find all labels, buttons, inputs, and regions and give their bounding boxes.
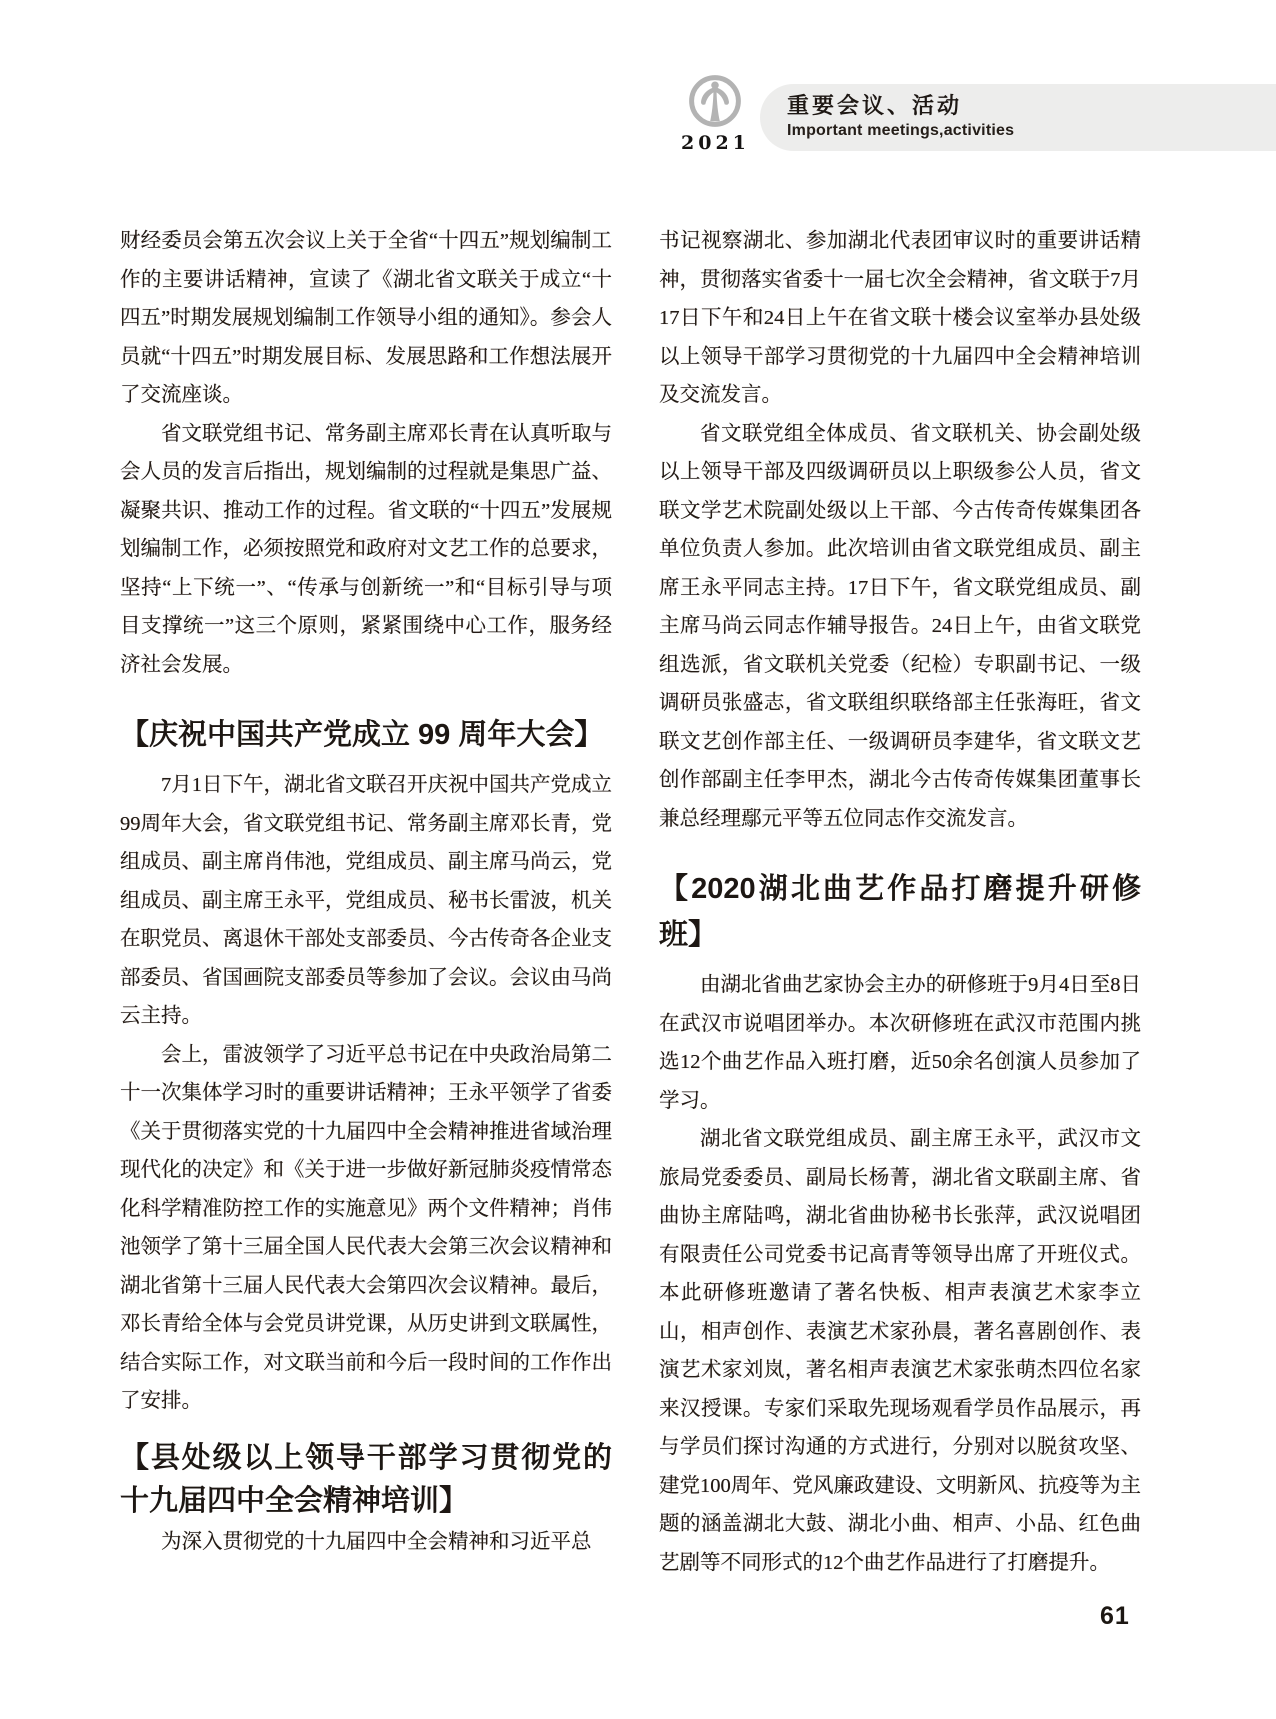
paragraph: 书记视察湖北、参加湖北代表团审议时的重要讲话精神，贯彻落实省委十一届七次全会精神，省文联于7月17日下午和24日上午在省文联十楼会议室举办县处级以上领导干部学习贯彻党的十九届四中全会精神培训及交流发言。 <box>659 230 1141 406</box>
paragraph: 财经委员会第五次会议上关于全省“十四五”规划编制工作的主要讲话精神，宣读了《湖北省文联关于成立“十四五”时期发展规划编制工作领导小组的通知》。参会人员就“十四五”时期发展目标、发展思路和工作想法展开了交流座谈。 <box>120 230 612 406</box>
right-column <box>659 222 1141 1582</box>
paragraph: 会上，雷波领学了习近平总书记在中央政治局第二十一次集体学习时的重要讲话精神；王永平领学了省委《关于贯彻落实党的十九届四中全会精神推进省域治理现代化的决定》和《关于进一步做好新冠肺炎疫情常态化科学精准防控工作的实施意见》两个文件精神；肖伟池领学了第十三届全国人民代表大会第三次会议精神和湖北省第十三届人民代表大会第四次会议精神。最后，邓长青给全体与会党员讲党课，从历史讲到文联属性，结合实际工作，对文联当前和今后一段时间的工作作出了安排。 <box>120 1043 612 1412</box>
page-number: 61 <box>1100 1602 1130 1630</box>
section-heading-99th-anniversary: 【庆祝中国共产党成立 99 周年大会】 <box>120 719 604 751</box>
section-tab-title-en: Important meetings,activities <box>787 122 1015 139</box>
logo-block <box>681 74 749 154</box>
paragraph: 省文联党组全体成员、省文联机关、协会副处级以上领导干部及四级调研员以上职级参公人员，省文联文学艺术院副处级以上干部、今古传奇传媒集团各单位负责人参加。此次培训由省文联党组成员、副主席王永平同志主持。17日下午，省文联党组成员、副主席马尚云同志作辅导报告。24日上午，由省文联党组选派，省文联机关党委（纪检）专职副书记、一级调研员张盛志，省文联组织联络部主任张海旺，省文联文艺创作部主任、一级调研员李建华，省文联文艺创作部副主任李甲杰，湖北今古传奇传媒集团董事长兼总经理鄢元平等五位同志作交流发言。 <box>659 422 1141 830</box>
section-tab <box>760 84 1276 151</box>
section-heading-cadre-training: 【县处级以上领导干部学习贯彻党的十九届四中全会精神培训】 <box>120 1441 612 1517</box>
left-column <box>120 222 612 1561</box>
paragraph: 由湖北省曲艺家协会主办的研修班于9月4日至8日在武汉市说唱团举办。本次研修班在武汉市范围内挑选12个曲艺作品入班打磨，近50余名创演人员参加了学习。 <box>659 974 1141 1112</box>
paragraph: 为深入贯彻党的十九届四中全会精神和习近平总 <box>161 1530 592 1553</box>
cflac-emblem-icon <box>688 74 742 128</box>
paragraph: 7月1日下午，湖北省文联召开庆祝中国共产党成立99周年大会，省文联党组书记、常务副主席邓长青，党组成员、副主席肖伟池，党组成员、副主席马尚云，党组成员、副主席王永平，党组成员、秘书长雷波，机关在职党员、离退休干部处支部委员、今古传奇各企业支部委员、省国画院支部委员等参加了会议。会议由马尚云主持。 <box>120 774 612 1027</box>
paragraph: 省文联党组书记、常务副主席邓长青在认真听取与会人员的发言后指出，规划编制的过程就是集思广益、凝聚共识、推动工作的过程。省文联的“十四五”发展规划编制工作，必须按照党和政府对文艺工作的总要求，坚持“上下统一”、“传承与创新统一”和“目标引导与项目支撑统一”这三个原则，紧紧围绕中心工作，服务经济社会发展。 <box>120 422 612 676</box>
paragraph: 湖北省文联党组成员、副主席王永平，武汉市文旅局党委委员、副局长杨菁，湖北省文联副主席、省曲协主席陆鸣，湖北省曲协秘书长张萍，武汉说唱团有限责任公司党委书记高青等领导出席了开班仪式。本此研修班邀请了著名快板、相声表演艺术家李立山，相声创作、表演艺术家孙晨，著名喜剧创作、表演艺术家刘岚，著名相声表演艺术家张萌杰四位名家来汉授课。专家们采取先现场观看学员作品展示，再与学员们探讨沟通的方式进行，分别对以脱贫攻坚、建党100周年、党风廉政建设、文明新风、抗疫等为主题的涵盖湖北大鼓、湖北小曲、相声、小品、红色曲艺剧等不同形式的12个曲艺作品进行了打磨提升。 <box>659 1128 1141 1574</box>
section-heading-quyi-workshop: 【2020湖北曲艺作品打磨提升研修班】 <box>659 873 1141 951</box>
section-tab-title-cn: 重要会议、活动 <box>787 93 963 118</box>
logo-year: 2021 <box>681 132 750 154</box>
